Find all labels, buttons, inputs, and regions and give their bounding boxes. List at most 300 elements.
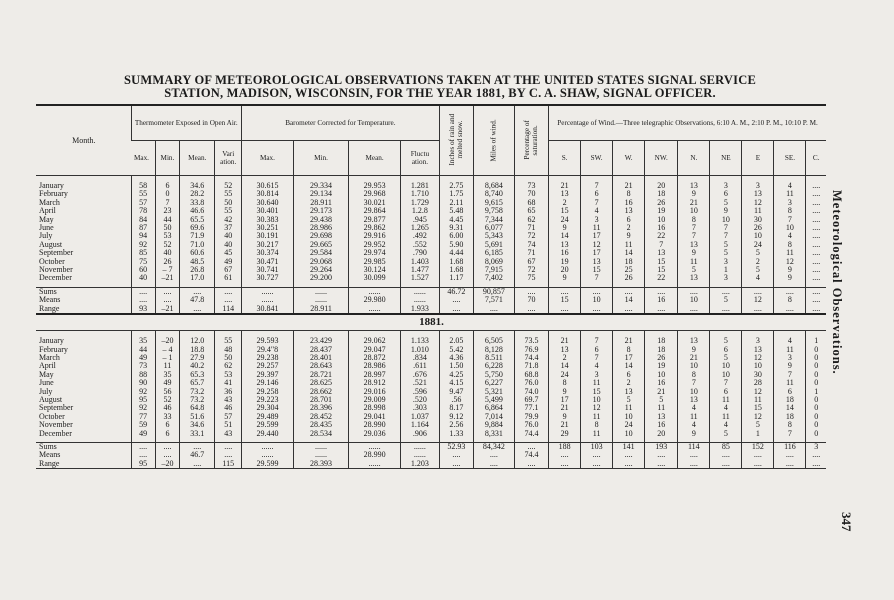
table-cell: 4.36 xyxy=(439,354,473,362)
table-cell: 29.036 xyxy=(349,430,401,443)
table-cell: 10 xyxy=(678,296,710,304)
table-cell: 6 xyxy=(581,190,613,198)
table-cell: .... xyxy=(774,460,806,469)
table-cell: 3 xyxy=(581,216,613,224)
row-label: July xyxy=(39,387,53,396)
table-cell: 13 xyxy=(678,331,710,346)
table-cell: .... xyxy=(806,241,826,249)
table-cell: 21 xyxy=(645,388,678,396)
table-cell: 2 xyxy=(613,379,645,387)
table-cell: 5 xyxy=(742,266,774,274)
table-cell: 6 xyxy=(155,176,179,191)
table-cell: .... xyxy=(645,451,678,459)
table-row xyxy=(36,430,826,443)
row-label: December xyxy=(39,274,72,283)
row-label: November xyxy=(39,266,73,275)
table-cell: 52 xyxy=(155,396,179,404)
table-cell: 2 xyxy=(613,224,645,232)
table-cell: 2.11 xyxy=(439,199,473,207)
table-cell: 35 xyxy=(155,371,179,379)
table-cell: 41 xyxy=(215,379,242,387)
table-cell: 74.0 xyxy=(514,388,548,396)
table-cell: 65.3 xyxy=(180,371,215,379)
table-row xyxy=(36,331,826,346)
table-cell: 77 xyxy=(131,413,155,421)
table-cell: 29.985 xyxy=(349,258,401,266)
table-cell: 24 xyxy=(549,216,581,224)
table-cell: 4 xyxy=(581,207,613,215)
table-cell: 28.701 xyxy=(293,396,348,404)
table-cell: 12.0 xyxy=(180,331,215,346)
header-barometer: Barometer Corrected for Temperature. xyxy=(242,105,440,141)
row-label: March xyxy=(39,198,60,207)
table-cell: .... xyxy=(806,207,826,215)
table-cell: 40 xyxy=(215,232,242,240)
table-cell: 9,884 xyxy=(473,421,514,429)
table-cell: 8 xyxy=(678,371,710,379)
table-cell: 30.841 xyxy=(242,305,294,314)
table-cell: 26 xyxy=(155,258,179,266)
table-cell: 69.7 xyxy=(514,396,548,404)
table-cell: 26 xyxy=(645,354,678,362)
table-cell: ...... xyxy=(349,305,401,314)
table-cell: .... xyxy=(549,460,581,469)
column-header: Min. xyxy=(293,141,348,176)
table-cell: .... xyxy=(613,287,645,296)
table-cell: 29.200 xyxy=(293,274,348,287)
table-cell: 30.374 xyxy=(242,249,294,257)
table-cell: 9 xyxy=(678,190,710,198)
table-cell: 52 xyxy=(215,176,242,191)
table-cell: 29.047 xyxy=(349,346,401,354)
table-cell: ...... xyxy=(401,442,440,451)
table-cell: .... xyxy=(581,451,613,459)
table-row xyxy=(36,346,826,354)
table-cell: 42 xyxy=(215,216,242,224)
table-cell: 24 xyxy=(549,371,581,379)
table-cell: 33 xyxy=(155,413,179,421)
table-cell: .... xyxy=(678,451,710,459)
table-cell: 48.5 xyxy=(180,258,215,266)
table-cell: 92 xyxy=(131,388,155,396)
table-cell: 11 xyxy=(742,396,774,404)
table-row xyxy=(36,241,826,249)
table-cell: 16 xyxy=(645,224,678,232)
table-row xyxy=(36,176,826,191)
table-cell: 40 xyxy=(155,249,179,257)
table-cell: 28.872 xyxy=(349,354,401,362)
table-cell: 62 xyxy=(514,216,548,224)
table-cell: 13 xyxy=(645,413,678,421)
table-cell: 29.968 xyxy=(349,190,401,198)
table-cell: 40 xyxy=(131,274,155,287)
table-cell: 2 xyxy=(742,258,774,266)
table-cell: 70 xyxy=(514,296,548,304)
table-cell: 73.5 xyxy=(514,331,548,346)
table-cell: 29.916 xyxy=(349,232,401,240)
table-cell: 11 xyxy=(613,241,645,249)
row-label: June xyxy=(39,379,54,388)
table-cell: .... xyxy=(710,287,742,296)
table-row xyxy=(36,379,826,387)
table-cell: .... xyxy=(473,305,514,314)
table-row xyxy=(36,371,826,379)
table-cell: .... xyxy=(678,460,710,469)
table-cell: 74.4 xyxy=(514,354,548,362)
table-cell: 37 xyxy=(215,224,242,232)
table-cell: 9 xyxy=(549,413,581,421)
table-cell: 21 xyxy=(678,199,710,207)
table-cell: 11 xyxy=(678,258,710,266)
table-cell: 77.1 xyxy=(514,404,548,412)
table-cell: 26.8 xyxy=(180,266,215,274)
table-cell: 94 xyxy=(131,232,155,240)
table-cell: .... xyxy=(439,460,473,469)
table-cell: 46.6 xyxy=(180,207,215,215)
table-cell: 87 xyxy=(131,224,155,232)
table-cell: 115 xyxy=(215,460,242,469)
table-cell: 5 xyxy=(742,421,774,429)
table-cell: 95 xyxy=(131,396,155,404)
table-cell: .552 xyxy=(401,241,440,249)
table-cell: 50 xyxy=(215,354,242,362)
table-cell: 29.062 xyxy=(349,331,401,346)
table-cell: 29.238 xyxy=(242,354,294,362)
table-cell: 1.17 xyxy=(439,274,473,287)
table-cell: 28.396 xyxy=(293,404,348,412)
table-cell: 11 xyxy=(678,413,710,421)
table-cell: .... xyxy=(806,176,826,191)
table-cell: 28.986 xyxy=(349,362,401,370)
table-cell: 5 xyxy=(710,249,742,257)
table-cell: 2.56 xyxy=(439,421,473,429)
table-cell: 8 xyxy=(774,241,806,249)
table-cell: 19 xyxy=(549,258,581,266)
table-cell: 1.68 xyxy=(439,266,473,274)
table-cell: .... xyxy=(742,287,774,296)
table-cell: 8 xyxy=(774,421,806,429)
table-cell: –21 xyxy=(155,305,179,314)
table-cell: 30.814 xyxy=(242,190,294,198)
table-cell: 30 xyxy=(742,216,774,224)
table-cell: .... xyxy=(613,451,645,459)
table-cell: 14 xyxy=(549,232,581,240)
table-cell: 72 xyxy=(514,266,548,274)
table-cell: 5.90 xyxy=(439,241,473,249)
table-cell: 114 xyxy=(215,305,242,314)
table-cell: .... xyxy=(742,305,774,314)
table-cell: 18 xyxy=(645,346,678,354)
table-cell: 23.429 xyxy=(293,331,348,346)
table-cell: 5 xyxy=(710,354,742,362)
table-cell: .... xyxy=(514,287,548,296)
table-cell: 3 xyxy=(581,371,613,379)
table-cell: 24 xyxy=(742,241,774,249)
table-cell: 65.7 xyxy=(180,379,215,387)
table-cell: 0 xyxy=(806,346,826,354)
column-header: W. xyxy=(613,141,645,176)
table-cell: .... xyxy=(581,287,613,296)
table-cell: 43 xyxy=(215,396,242,404)
table-cell: 48 xyxy=(215,346,242,354)
table-cell: 29.4"8 xyxy=(242,346,294,354)
table-cell: 29.009 xyxy=(349,396,401,404)
table-cell: .... xyxy=(180,460,215,469)
table-cell: 10 xyxy=(742,232,774,240)
table-cell: 28.2 xyxy=(180,190,215,198)
table-cell: 11 xyxy=(774,379,806,387)
table-cell: 9,615 xyxy=(473,199,514,207)
side-heading: Meteorological Observations. xyxy=(830,190,844,375)
table-cell: .... xyxy=(180,442,215,451)
table-cell: 29.599 xyxy=(242,421,294,429)
table-cell: 50 xyxy=(155,224,179,232)
table-cell: 13 xyxy=(549,190,581,198)
table-cell: 1.729 xyxy=(401,199,440,207)
table-cell: 29.698 xyxy=(293,232,348,240)
table-cell: 28.912 xyxy=(349,379,401,387)
table-cell: 0 xyxy=(806,354,826,362)
table-cell: 44 xyxy=(155,216,179,224)
table-cell: 30 xyxy=(742,371,774,379)
range-row xyxy=(36,305,826,314)
table-cell: 7 xyxy=(678,379,710,387)
table-cell: 21 xyxy=(549,404,581,412)
table-cell: ...... xyxy=(401,296,440,304)
table-cell: 12 xyxy=(581,404,613,412)
table-cell: ...... xyxy=(349,442,401,451)
table-cell: 18 xyxy=(645,331,678,346)
table-cell: 7 xyxy=(581,176,613,191)
table-cell: 14 xyxy=(613,362,645,370)
table-cell: 71 xyxy=(514,249,548,257)
table-cell: 5,321 xyxy=(473,388,514,396)
column-header: Mean. xyxy=(349,141,401,176)
table-cell: .790 xyxy=(401,249,440,257)
table-cell: 8 xyxy=(613,190,645,198)
table-cell: 10 xyxy=(645,216,678,224)
table-row xyxy=(36,266,826,274)
table-cell: 59 xyxy=(131,421,155,429)
table-cell: 79.9 xyxy=(514,413,548,421)
table-cell: .... xyxy=(215,451,242,459)
table-cell: 1.203 xyxy=(401,460,440,469)
table-cell: 26 xyxy=(613,274,645,287)
table-cell: ...... xyxy=(242,287,294,296)
table-cell: ...... xyxy=(242,451,294,459)
table-cell: 73 xyxy=(514,176,548,191)
table-cell: – 7 xyxy=(155,266,179,274)
table-cell: 28 xyxy=(742,379,774,387)
table-cell: .... xyxy=(439,451,473,459)
table-cell: 9 xyxy=(710,207,742,215)
table-cell: 5.48 xyxy=(439,207,473,215)
table-cell: 1 xyxy=(806,331,826,346)
table-cell: 29 xyxy=(549,430,581,443)
table-cell: 90 xyxy=(131,379,155,387)
table-cell: .... xyxy=(806,249,826,257)
table-cell: 29.146 xyxy=(242,379,294,387)
table-cell: 3 xyxy=(710,258,742,266)
table-cell: 5 xyxy=(613,396,645,404)
table-cell: 7 xyxy=(581,274,613,287)
table-cell: 85 xyxy=(131,249,155,257)
column-header: E xyxy=(742,141,774,176)
row-label: Means xyxy=(39,451,61,460)
table-cell: 193 xyxy=(645,442,678,451)
table-cell: 7 xyxy=(678,224,710,232)
table-cell: 6 xyxy=(710,388,742,396)
table-cell: 6,864 xyxy=(473,404,514,412)
table-cell: 92 xyxy=(131,241,155,249)
table-row xyxy=(36,388,826,396)
table-cell: 7,014 xyxy=(473,413,514,421)
table-cell: 9.47 xyxy=(439,388,473,396)
row-label: January xyxy=(36,176,131,191)
table-cell: 18 xyxy=(613,258,645,266)
table-cell: 11 xyxy=(581,224,613,232)
table-cell: 8 xyxy=(613,346,645,354)
table-cell: 58 xyxy=(131,176,155,191)
table-cell: .... xyxy=(774,451,806,459)
table-cell: 0 xyxy=(806,421,826,429)
table-cell: 14 xyxy=(613,296,645,304)
table-cell: 51.6 xyxy=(180,413,215,421)
table-cell: 11 xyxy=(581,413,613,421)
table-cell: 4 xyxy=(678,404,710,412)
page-number: 347 xyxy=(839,512,854,532)
table-cell: 7 xyxy=(581,354,613,362)
table-cell: 5 xyxy=(710,430,742,443)
header-row-groups xyxy=(36,105,826,141)
table-cell: 75 xyxy=(514,274,548,287)
table-cell: 46 xyxy=(155,404,179,412)
table-cell: 13 xyxy=(678,274,710,287)
table-cell: 43 xyxy=(215,430,242,443)
table-cell: 3 xyxy=(742,331,774,346)
table-cell: 73 xyxy=(131,362,155,370)
table-cell: 6,227 xyxy=(473,379,514,387)
table-cell: 30.099 xyxy=(349,274,401,287)
table-cell: .... xyxy=(678,305,710,314)
table-cell: 68.8 xyxy=(514,371,548,379)
table-cell: 11 xyxy=(613,404,645,412)
table-cell: .... xyxy=(645,287,678,296)
table-cell: 12 xyxy=(742,413,774,421)
table-cell: .... xyxy=(806,296,826,304)
table-cell: 1.33 xyxy=(439,430,473,443)
table-cell: .... xyxy=(180,287,215,296)
table-cell: .... xyxy=(215,296,242,304)
table-cell: 29.173 xyxy=(293,207,348,215)
table-cell: 8 xyxy=(678,216,710,224)
table-cell: .... xyxy=(645,460,678,469)
row-label: May xyxy=(39,370,54,379)
table-cell: 5,750 xyxy=(473,371,514,379)
row-label: Range xyxy=(36,460,131,469)
table-cell: 9 xyxy=(774,274,806,287)
table-cell: 188 xyxy=(549,442,581,451)
table-row xyxy=(36,413,826,421)
table-cell: 29.264 xyxy=(293,266,348,274)
table-cell: 45 xyxy=(215,249,242,257)
table-cell: 5 xyxy=(678,266,710,274)
page-title xyxy=(60,74,820,100)
table-cell: 22 xyxy=(645,274,678,287)
row-label: April xyxy=(39,207,56,216)
table-cell: 6.00 xyxy=(439,232,473,240)
table-cell: .... xyxy=(439,296,473,304)
table-cell: .303 xyxy=(401,404,440,412)
table-row xyxy=(36,362,826,370)
table-cell: 7 xyxy=(645,241,678,249)
table-cell: .676 xyxy=(401,371,440,379)
table-cell: ...... xyxy=(293,442,348,451)
table-cell: 28.721 xyxy=(293,371,348,379)
table-cell: 15 xyxy=(645,258,678,266)
table-cell: .56 xyxy=(439,396,473,404)
table-cell: ...... xyxy=(349,460,401,469)
table-cell: .... xyxy=(806,274,826,287)
table-cell: 1.164 xyxy=(401,421,440,429)
table-cell: 4 xyxy=(678,421,710,429)
table-cell: 34.6 xyxy=(180,421,215,429)
table-cell: 9 xyxy=(774,266,806,274)
table-cell: 46.72 xyxy=(439,287,473,296)
table-cell: .521 xyxy=(401,379,440,387)
row-label: October xyxy=(39,257,65,266)
table-cell: 3 xyxy=(710,176,742,191)
table-cell: .... xyxy=(774,305,806,314)
table-cell: 12 xyxy=(774,258,806,266)
table-cell: 84,342 xyxy=(473,442,514,451)
table-cell: 10 xyxy=(710,362,742,370)
table-row xyxy=(36,199,826,207)
table-row xyxy=(36,224,826,232)
header-month: Month. xyxy=(36,105,131,176)
table-cell: 71.8 xyxy=(514,362,548,370)
table-cell: 6 xyxy=(581,346,613,354)
table-cell: 2 xyxy=(549,199,581,207)
table-cell: 29.665 xyxy=(293,241,348,249)
table-cell: .... xyxy=(742,460,774,469)
column-header: N. xyxy=(678,141,710,176)
table-cell: .... xyxy=(131,287,155,296)
table-cell: 1.010 xyxy=(401,346,440,354)
table-cell: .... xyxy=(549,305,581,314)
table-cell: 11 xyxy=(581,430,613,443)
table-cell: 21 xyxy=(549,176,581,191)
table-cell: .611 xyxy=(401,362,440,370)
table-cell: 11 xyxy=(155,362,179,370)
sums-row xyxy=(36,442,826,451)
table-cell: 29.440 xyxy=(242,430,294,443)
table-cell: 18 xyxy=(774,413,806,421)
table-cell: 30.615 xyxy=(242,176,294,191)
table-cell: 13 xyxy=(645,249,678,257)
table-cell: 2.05 xyxy=(439,331,473,346)
table-cell: 15 xyxy=(549,296,581,304)
table-cell: ...... xyxy=(349,287,401,296)
table-cell: .... xyxy=(806,216,826,224)
table-cell: 28.911 xyxy=(293,199,348,207)
column-header: Vari ation. xyxy=(215,141,242,176)
table-cell: 17 xyxy=(549,396,581,404)
table-cell: 6 xyxy=(710,346,742,354)
table-cell: 14 xyxy=(613,249,645,257)
table-cell: 6 xyxy=(155,430,179,443)
table-cell: 49 xyxy=(155,379,179,387)
